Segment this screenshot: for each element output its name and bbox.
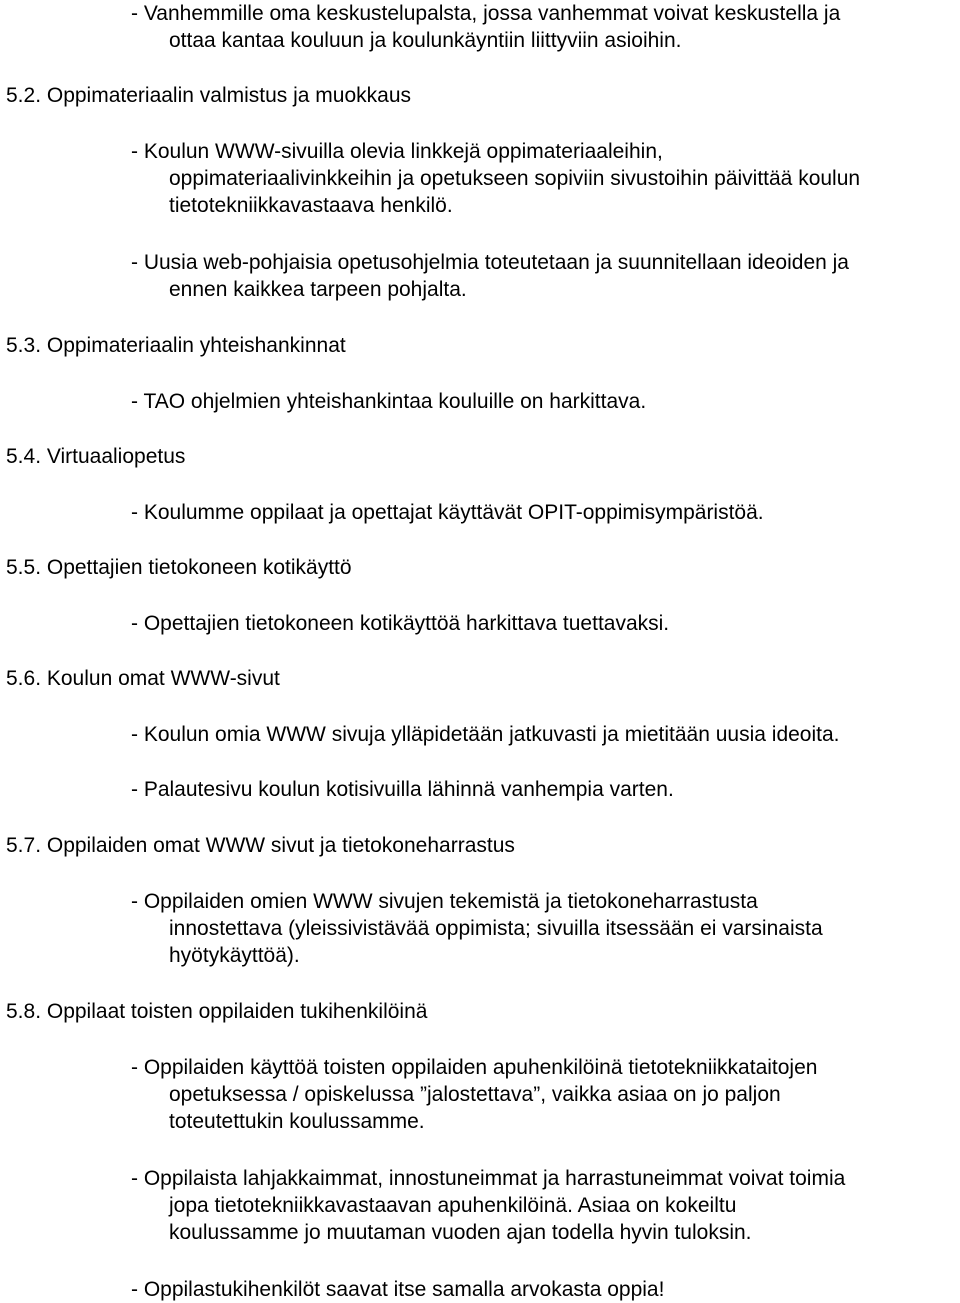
bullet-line: toteutettukin koulussamme. (169, 1110, 425, 1133)
section-heading-5-8: 5.8. Oppilaat toisten oppilaiden tukihenkilöinä (6, 1000, 428, 1023)
bullet-line: jopa tietotekniikkavastaavan apuhenkilöinä. Asiaa on kokeiltu (169, 1194, 737, 1217)
bullet-line: - Opettajien tietokoneen kotikäyttöä harkittava tuettavaksi. (131, 612, 670, 635)
bullet-parent-forum (131, 0, 956, 54)
bullet-school-www (131, 721, 956, 748)
bullet-line: ottaa kantaa kouluun ja koulunkäyntiin liittyviin asioihin. (169, 29, 682, 52)
bullet-line: koulussamme jo muutaman vuoden ajan todella hyvin tuloksin. (169, 1221, 752, 1244)
section-heading-5-2: 5.2. Oppimateriaalin valmistus ja muokkaus (6, 84, 412, 107)
bullet-line: - Oppilaista lahjakkaimmat, innostuneimmat ja harrastuneimmat voivat toimia (131, 1167, 846, 1190)
bullet-line: - Oppilaiden omien WWW sivujen tekemistä ja tietokoneharrastusta (131, 890, 758, 913)
section-heading-5-4: 5.4. Virtuaaliopetus (6, 445, 186, 468)
bullet-line: - Oppilastukihenkilöt saavat itse samalla arvokasta oppia! (131, 1278, 665, 1301)
section-heading-5-6: 5.6. Koulun omat WWW-sivut (6, 667, 280, 690)
bullet-line: innostettava (yleissivistävää oppimista; sivuilla itsessään ei varsinaista (169, 917, 823, 940)
section-heading-5-7: 5.7. Oppilaiden omat WWW sivut ja tietokoneharrastus (6, 834, 515, 857)
section-heading-5-5: 5.5. Opettajien tietokoneen kotikäyttö (6, 556, 352, 579)
bullet-tao-programs (131, 388, 956, 415)
bullet-line: - Koulumme oppilaat ja opettajat käyttävät OPIT-oppimisympäristöä. (131, 501, 764, 524)
bullet-line: - Uusia web-pohjaisia opetusohjelmia toteutetaan ja suunnitellaan ideoiden ja (131, 251, 849, 274)
bullet-line: ennen kaikkea tarpeen pohjalta. (169, 278, 467, 301)
bullet-line: - Koulun WWW-sivuilla olevia linkkejä oppimateriaaleihin, (131, 140, 663, 163)
bullet-web-programs (131, 249, 956, 303)
bullet-feedback-page (131, 776, 956, 803)
bullet-opit-environment (131, 499, 956, 526)
bullet-line: oppimateriaalivinkkeihin ja opetukseen sopiviin sivustoihin päivittää koulun (169, 167, 861, 190)
bullet-teacher-home-use (131, 610, 956, 637)
bullet-talented-students (131, 1165, 956, 1246)
bullet-support-learning (131, 1276, 956, 1303)
bullet-line: opetuksessa / opiskelussa ”jalostettava”, vaikka asiaa on jo paljon (169, 1083, 781, 1106)
bullet-line: hyötykäyttöä). (169, 944, 300, 967)
bullet-line: - Palautesivu koulun kotisivuilla lähinnä vanhempia varten. (131, 778, 674, 801)
section-heading-5-3: 5.3. Oppimateriaalin yhteishankinnat (6, 334, 346, 357)
bullet-student-www (131, 888, 956, 969)
bullet-line: tietotekniikkavastaava henkilö. (169, 194, 453, 217)
bullet-line: - Koulun omia WWW sivuja ylläpidetään jatkuvasti ja mietitään uusia ideoita. (131, 723, 840, 746)
bullet-student-helpers (131, 1054, 956, 1135)
bullet-line: - TAO ohjelmien yhteishankintaa kouluille on harkittava. (131, 390, 647, 413)
bullet-line: - Oppilaiden käyttöä toisten oppilaiden apuhenkilöinä tietotekniikkataitojen (131, 1056, 818, 1079)
bullet-line: - Vanhemmille oma keskustelupalsta, jossa vanhemmat voivat keskustella ja (131, 2, 841, 25)
bullet-school-links (131, 138, 956, 219)
